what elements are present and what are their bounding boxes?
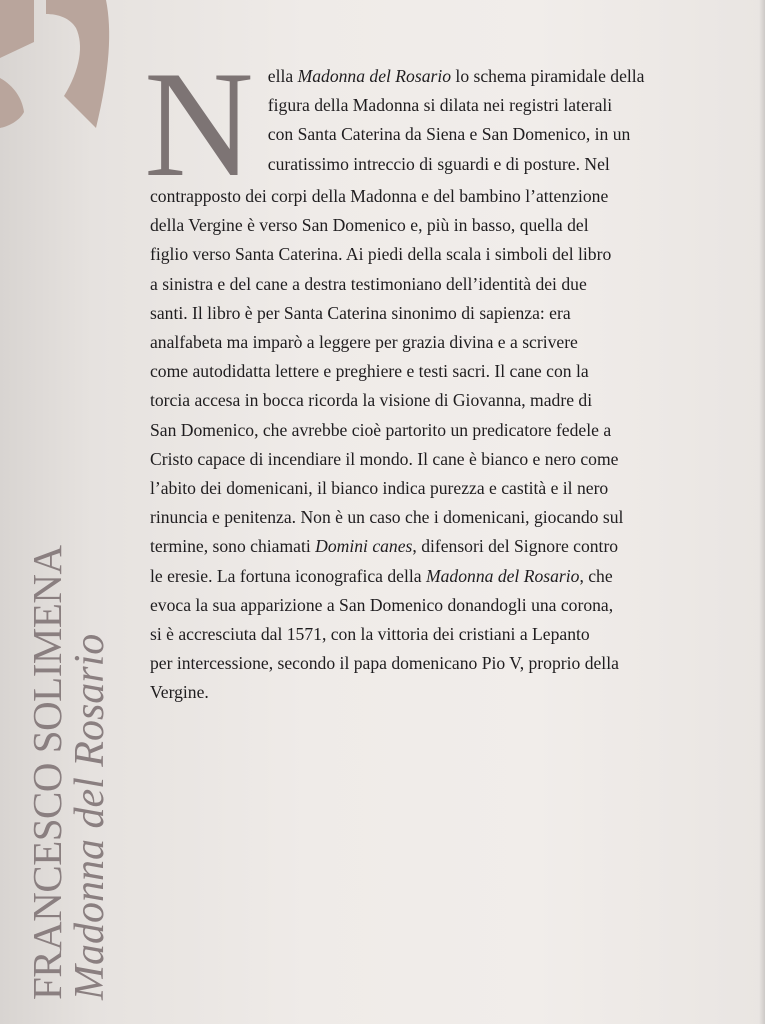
text-line: figlio verso Santa Caterina. Ai piedi della scala i simboli del libro [150, 244, 612, 265]
text-line: contrapposto dei corpi della Madonna e del bambino l’attenzione [150, 186, 609, 206]
text-line: figura della Madonna si dilata nei registri laterali [267, 95, 613, 116]
text-line: le eresie. La fortuna iconografica della Madonna del Rosario, che [150, 565, 613, 586]
text-line: San Domenico, che avrebbe cioè partorito un predicatore fedele a [150, 419, 612, 440]
text-line: si è accresciuta dal 1571, con la vittoria dei cristiani a Lepanto [150, 624, 590, 645]
text-line: ella Madonna del Rosario lo schema piramidale della [267, 66, 645, 86]
text-line: per intercessione, secondo il papa domenicano Pio V, proprio della [150, 653, 619, 674]
text-line: torcia accesa in bocca ricorda la visione di Giovanna, madre di [150, 390, 593, 411]
decorative-corner-shape [0, 0, 120, 130]
text-line: termine, sono chiamati Domini canes, difensori del Signore contro [150, 536, 619, 557]
text-line: l’abito dei domenicani, il bianco indica purezza e castità e il nero [150, 478, 609, 499]
drop-cap: N [144, 40, 254, 208]
text-line: rinuncia e penitenza. Non è un caso che i domenicani, giocando sul [150, 507, 624, 528]
text-line: a sinistra e del cane a destra testimoniano dell’identità dei due [150, 273, 587, 294]
text-line: santi. Il libro è per Santa Caterina sinonimo di sapienza: era [150, 302, 571, 323]
body-text [144, 40, 725, 708]
text-line: curatissimo intreccio di sguardi e di posture. Nel [267, 153, 610, 174]
text-line: evoca la sua apparizione a San Domenico donandogli una corona, [150, 594, 614, 615]
text-line: analfabeta ma imparò a leggere per grazia divina e a scrivere [150, 332, 578, 353]
text-line: con Santa Caterina da Siena e San Domenico, in un [267, 124, 631, 145]
author-name: FRANCESCO SOLIMENA [24, 545, 70, 1000]
text-line: Vergine. [150, 682, 209, 703]
text-line: come autodidatta lettere e preghiere e testi sacri. Il cane con la [150, 361, 589, 382]
artwork-title: Madonna del Rosario [67, 633, 113, 1000]
text-line: della Vergine è verso San Domenico e, più in basso, quella del [150, 215, 589, 236]
page-edge-shadow [759, 0, 765, 1024]
vertical-title [26, 545, 112, 1000]
text-line: Cristo capace di incendiare il mondo. Il cane è bianco e nero come [150, 448, 619, 469]
